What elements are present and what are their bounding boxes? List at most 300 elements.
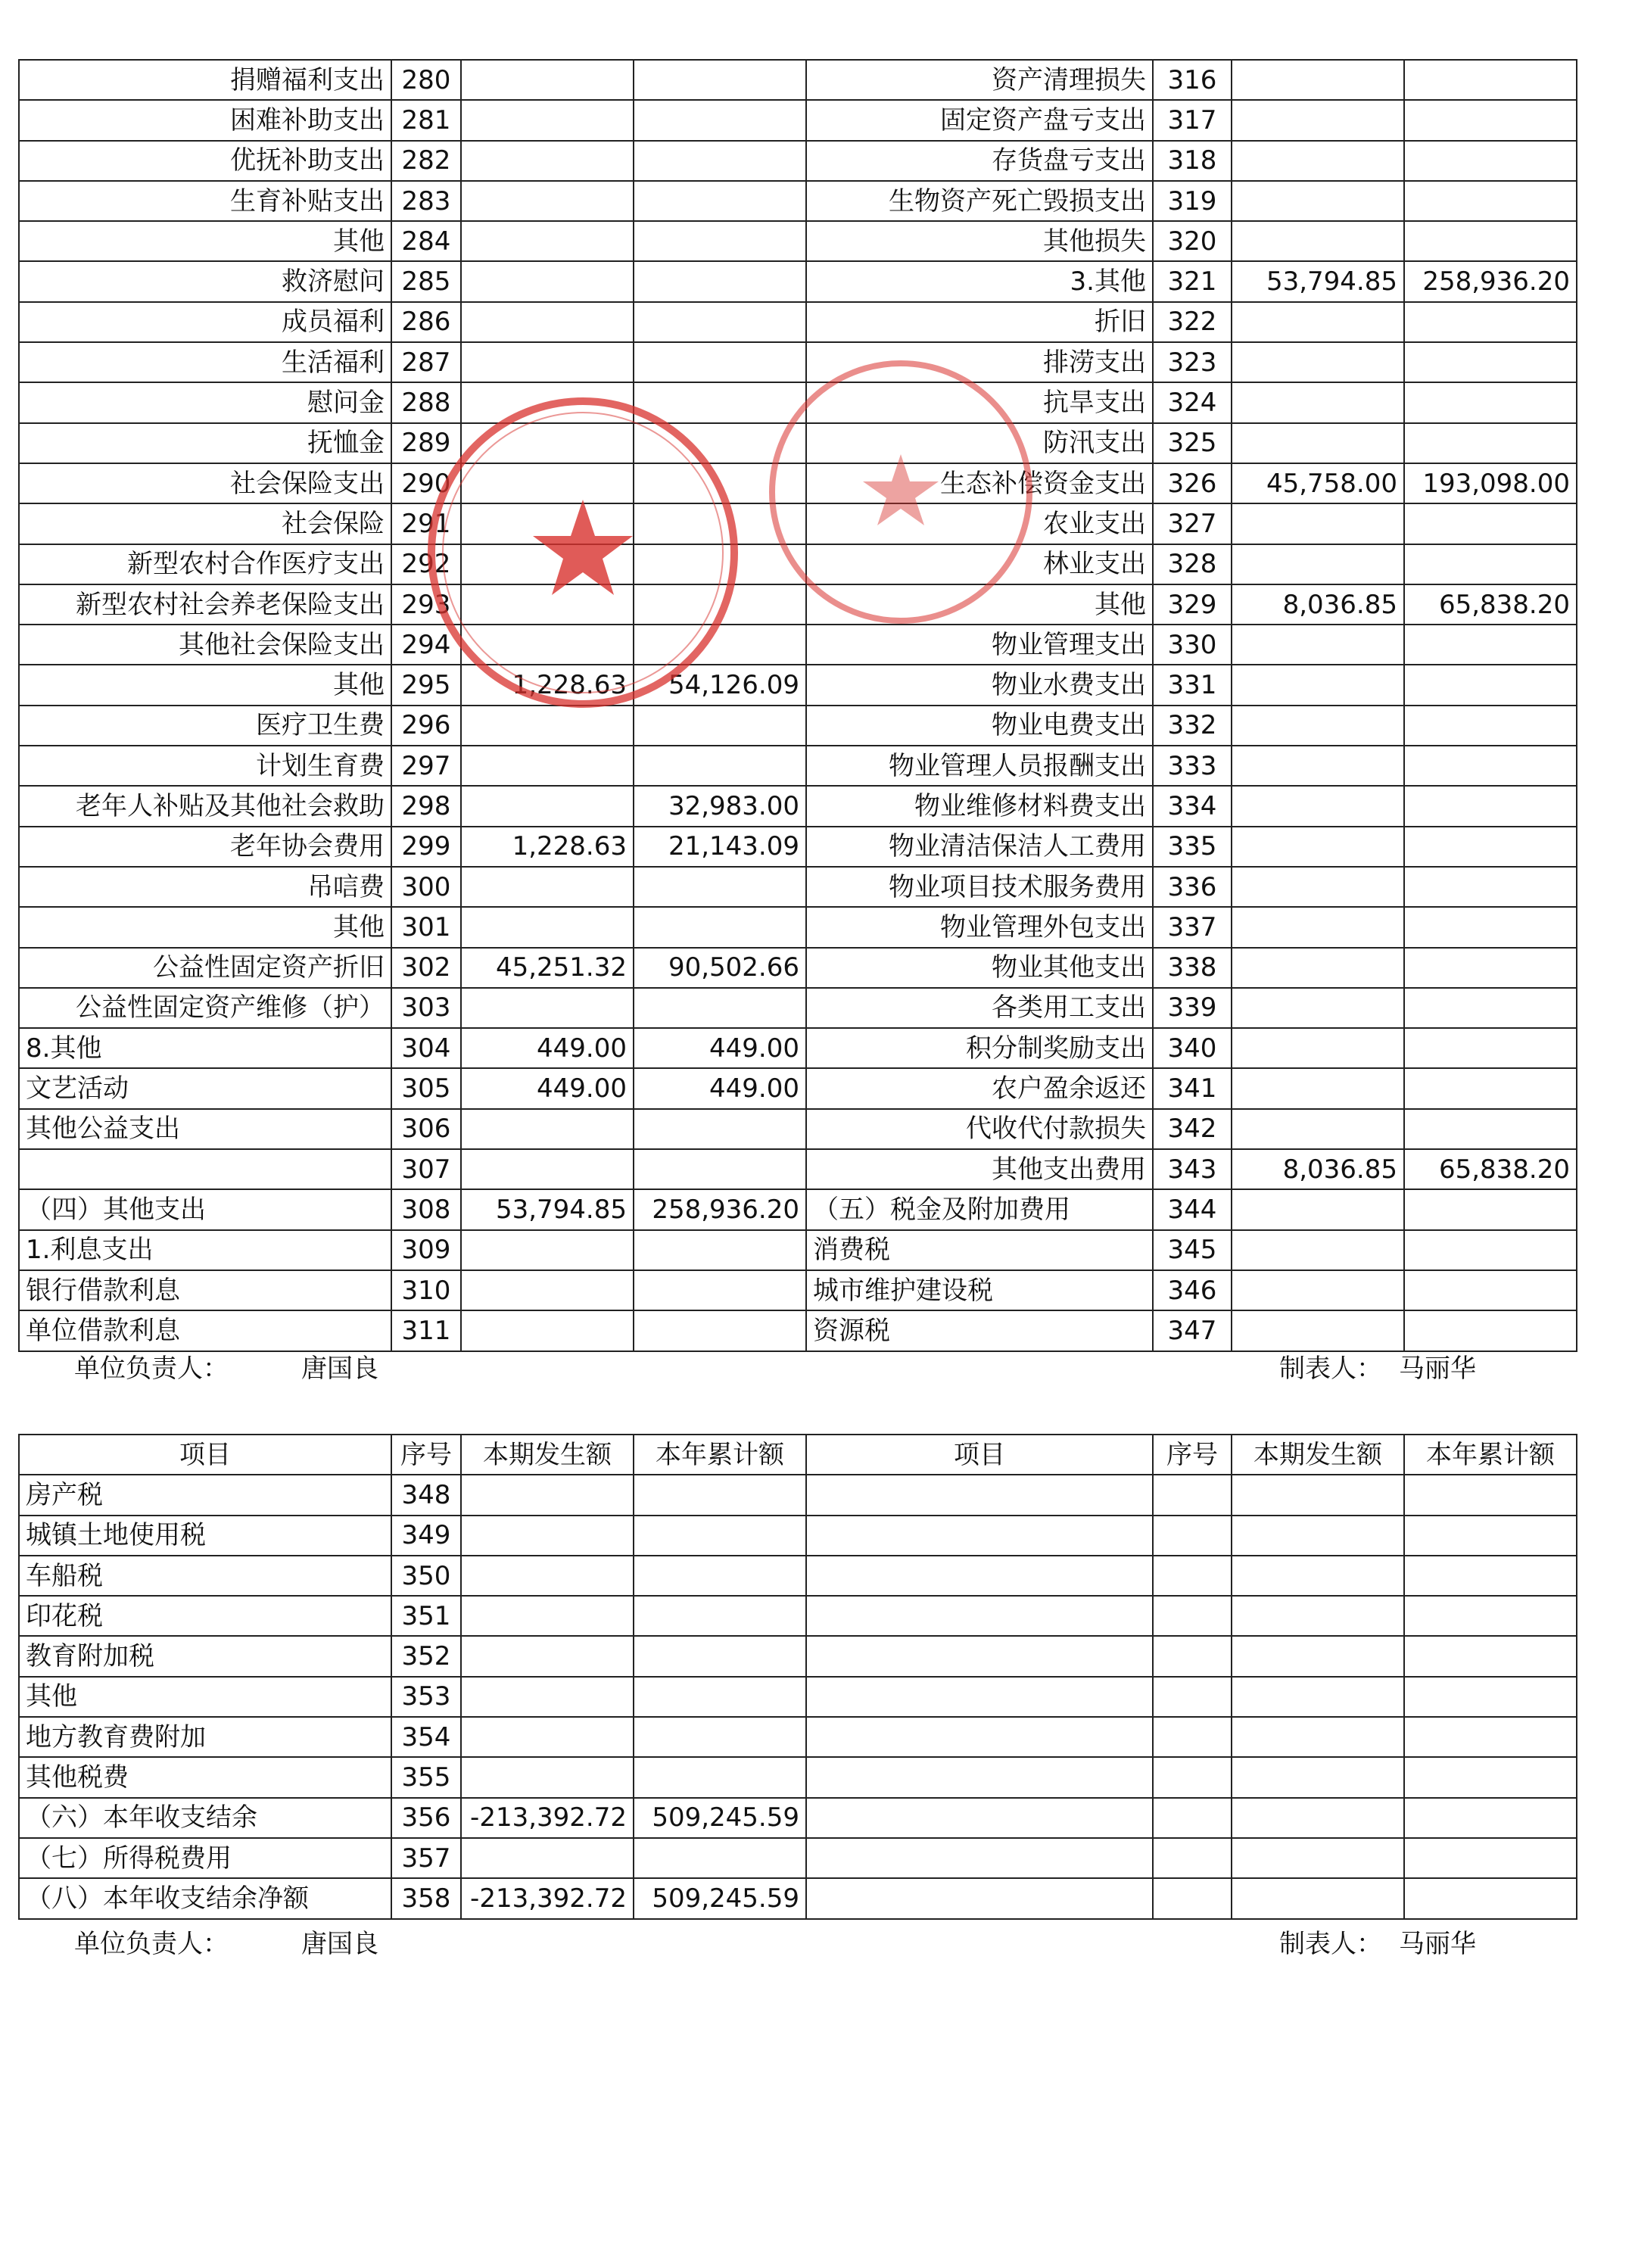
left-seq: 281 [391,100,461,140]
right-ytd-amount: 65,838.20 [1404,584,1577,625]
right-current-amount [1232,544,1404,584]
left-item-name: 社会保险支出 [19,463,391,503]
right-ytd-amount [1404,503,1577,544]
left-ytd-amount [634,342,806,382]
left-item-name: 公益性固定资产维修（护） [19,988,391,1028]
header-seq: 序号 [391,1435,461,1475]
item-name: （六）本年收支结余 [19,1798,391,1838]
right-item-name: 物业清洁保洁人工费用 [806,827,1153,867]
lower-table-row [19,1596,1577,1636]
left-item-name: 救济慰问 [19,261,391,301]
left-seq: 298 [391,786,461,826]
left-ytd-amount [634,1270,806,1310]
left-item-name: 新型农村社会养老保险支出 [19,584,391,625]
left-ytd-amount [634,463,806,503]
left-item-name: 1.利息支出 [19,1230,391,1270]
current-amount [461,1475,634,1515]
right-item-name: 折旧 [806,302,1153,342]
upper-table-row [19,867,1577,907]
left-seq: 286 [391,302,461,342]
empty-cell [806,1475,1153,1515]
right-ytd-amount [1404,1028,1577,1068]
current-amount [461,1838,634,1878]
left-ytd-amount: 32,983.00 [634,786,806,826]
right-current-amount [1232,948,1404,988]
left-seq: 282 [391,141,461,181]
empty-cell [1404,1878,1577,1918]
right-current-amount [1232,342,1404,382]
right-ytd-amount [1404,746,1577,786]
right-item-name: 其他损失 [806,221,1153,261]
left-current-amount [461,1230,634,1270]
left-item-name: （四）其他支出 [19,1189,391,1229]
left-seq: 301 [391,907,461,947]
right-current-amount [1232,141,1404,181]
left-seq: 305 [391,1068,461,1108]
left-item-name: 吊唁费 [19,867,391,907]
left-item-name: 新型农村合作医疗支出 [19,544,391,584]
current-amount [461,1717,634,1757]
right-ytd-amount [1404,665,1577,705]
item-name: 车船税 [19,1556,391,1596]
empty-cell [1404,1475,1577,1515]
header-current-right: 本期发生额 [1232,1435,1404,1475]
right-item-name: 林业支出 [806,544,1153,584]
left-current-amount [461,907,634,947]
upper-table-row [19,463,1577,503]
empty-cell [1153,1596,1232,1636]
ytd-amount [634,1717,806,1757]
right-seq: 322 [1153,302,1232,342]
current-amount [461,1556,634,1596]
right-ytd-amount [1404,907,1577,947]
left-seq: 308 [391,1189,461,1229]
empty-cell [1232,1717,1404,1757]
right-item-name: 其他支出费用 [806,1149,1153,1189]
right-item-name: 存货盘亏支出 [806,141,1153,181]
seq: 352 [391,1636,461,1676]
upper-table-row [19,382,1577,422]
right-current-amount: 53,794.85 [1232,261,1404,301]
right-item-name: 物业水费支出 [806,665,1153,705]
left-seq: 310 [391,1270,461,1310]
left-seq: 311 [391,1310,461,1351]
lower-table-row [19,1798,1577,1838]
lower-preparer-label: 制表人： [1279,1929,1382,1959]
upper-table-row [19,1270,1577,1310]
ytd-amount [634,1838,806,1878]
empty-cell [1232,1677,1404,1717]
left-ytd-amount: 449.00 [634,1068,806,1108]
right-ytd-amount [1404,1189,1577,1229]
empty-cell [806,1556,1153,1596]
left-ytd-amount [634,382,806,422]
left-item-name: 困难补助支出 [19,100,391,140]
lower-table-row [19,1878,1577,1918]
left-ytd-amount [634,867,806,907]
empty-cell [1153,1516,1232,1556]
left-seq: 303 [391,988,461,1028]
left-seq: 296 [391,706,461,746]
empty-cell [806,1677,1153,1717]
empty-cell [1153,1556,1232,1596]
left-seq: 304 [391,1028,461,1068]
lower-leader-label: 单位负责人： [74,1929,229,1959]
right-current-amount [1232,786,1404,826]
right-item-name: （五）税金及附加费用 [806,1189,1153,1229]
left-current-amount [461,1109,634,1149]
upper-table-row [19,827,1577,867]
right-ytd-amount [1404,1068,1577,1108]
seq: 351 [391,1596,461,1636]
left-current-amount: 449.00 [461,1028,634,1068]
empty-cell [1153,1475,1232,1515]
empty-cell [1232,1878,1404,1918]
right-current-amount [1232,1189,1404,1229]
left-seq: 309 [391,1230,461,1270]
left-item-name: 生活福利 [19,342,391,382]
upper-table-row [19,60,1577,100]
left-item-name: 捐赠福利支出 [19,60,391,100]
upper-table-row [19,100,1577,140]
right-seq: 329 [1153,584,1232,625]
right-ytd-amount: 65,838.20 [1404,1149,1577,1189]
empty-cell [1232,1838,1404,1878]
empty-cell [1153,1717,1232,1757]
left-ytd-amount: 90,502.66 [634,948,806,988]
left-ytd-amount: 21,143.09 [634,827,806,867]
upper-table-row [19,544,1577,584]
empty-cell [1404,1757,1577,1797]
empty-cell [1232,1798,1404,1838]
empty-cell [806,1798,1153,1838]
right-item-name: 其他 [806,584,1153,625]
right-seq: 331 [1153,665,1232,705]
left-ytd-amount [634,261,806,301]
right-item-name: 积分制奖励支出 [806,1028,1153,1068]
left-current-amount [461,1149,634,1189]
empty-cell [1153,1757,1232,1797]
left-ytd-amount [634,1109,806,1149]
right-seq: 334 [1153,786,1232,826]
lower-table-row [19,1556,1577,1596]
right-current-amount [1232,100,1404,140]
right-ytd-amount [1404,625,1577,665]
right-ytd-amount: 258,936.20 [1404,261,1577,301]
left-item-name: 社会保险 [19,503,391,544]
right-seq: 342 [1153,1109,1232,1149]
right-item-name: 生态补偿资金支出 [806,463,1153,503]
ytd-amount [634,1556,806,1596]
empty-cell [1232,1636,1404,1676]
empty-cell [1153,1677,1232,1717]
left-seq: 284 [391,221,461,261]
left-current-amount [461,100,634,140]
right-item-name: 物业其他支出 [806,948,1153,988]
right-item-name: 农户盈余返还 [806,1068,1153,1108]
upper-table-row [19,141,1577,181]
left-item-name: 其他公益支出 [19,1109,391,1149]
header-current: 本期发生额 [461,1435,634,1475]
right-ytd-amount [1404,1270,1577,1310]
right-current-amount: 8,036.85 [1232,584,1404,625]
left-ytd-amount: 258,936.20 [634,1189,806,1229]
current-amount [461,1636,634,1676]
right-current-amount [1232,382,1404,422]
right-ytd-amount [1404,342,1577,382]
ytd-amount [634,1677,806,1717]
right-seq: 343 [1153,1149,1232,1189]
header-seq-right: 序号 [1153,1435,1232,1475]
left-current-amount [461,786,634,826]
left-current-amount [461,221,634,261]
upper-leader-name: 唐国良 [301,1354,378,1384]
left-seq: 290 [391,463,461,503]
upper-table-row [19,181,1577,221]
left-seq: 289 [391,423,461,463]
upper-table-row [19,988,1577,1028]
right-seq: 320 [1153,221,1232,261]
left-seq: 288 [391,382,461,422]
right-ytd-amount [1404,544,1577,584]
left-item-name: 成员福利 [19,302,391,342]
right-ytd-amount [1404,141,1577,181]
right-ytd-amount [1404,988,1577,1028]
left-item-name: 生育补贴支出 [19,181,391,221]
seq: 353 [391,1677,461,1717]
left-current-amount [461,988,634,1028]
right-item-name: 各类用工支出 [806,988,1153,1028]
left-item-name: 其他 [19,221,391,261]
left-current-amount [461,867,634,907]
lower-table-row [19,1677,1577,1717]
left-ytd-amount [634,221,806,261]
left-seq: 300 [391,867,461,907]
upper-table-row [19,1149,1577,1189]
left-item-name: 其他社会保险支出 [19,625,391,665]
left-ytd-amount [634,584,806,625]
lower-table-row [19,1475,1577,1515]
ytd-amount [634,1636,806,1676]
left-ytd-amount [634,503,806,544]
right-current-amount: 45,758.00 [1232,463,1404,503]
empty-cell [1404,1677,1577,1717]
right-item-name: 资源税 [806,1310,1153,1351]
left-current-amount [461,1270,634,1310]
upper-table-row [19,1189,1577,1229]
empty-cell [1153,1798,1232,1838]
right-item-name: 物业电费支出 [806,706,1153,746]
right-current-amount [1232,503,1404,544]
upper-table-row [19,342,1577,382]
empty-cell [806,1757,1153,1797]
left-current-amount [461,181,634,221]
left-ytd-amount [634,1230,806,1270]
right-ytd-amount [1404,382,1577,422]
seq: 355 [391,1757,461,1797]
left-ytd-amount [634,706,806,746]
left-item-name: 银行借款利息 [19,1270,391,1310]
upper-table-row [19,746,1577,786]
left-item-name: 计划生育费 [19,746,391,786]
right-seq: 344 [1153,1189,1232,1229]
upper-table-row [19,786,1577,826]
right-current-amount [1232,181,1404,221]
right-seq: 318 [1153,141,1232,181]
upper-table-row [19,1109,1577,1149]
item-name: （七）所得税费用 [19,1838,391,1878]
empty-cell [1404,1636,1577,1676]
left-ytd-amount [634,746,806,786]
left-current-amount [461,141,634,181]
left-item-name: 单位借款利息 [19,1310,391,1351]
right-current-amount [1232,907,1404,947]
right-current-amount [1232,867,1404,907]
empty-cell [1153,1878,1232,1918]
right-item-name: 资产清理损失 [806,60,1153,100]
left-ytd-amount [634,141,806,181]
left-current-amount: 1,228.63 [461,665,634,705]
seq: 354 [391,1717,461,1757]
empty-cell [806,1878,1153,1918]
left-current-amount [461,302,634,342]
current-amount [461,1757,634,1797]
current-amount [461,1596,634,1636]
right-current-amount [1232,1068,1404,1108]
right-item-name: 抗旱支出 [806,382,1153,422]
empty-cell [806,1516,1153,1556]
upper-preparer-label: 制表人： [1279,1354,1382,1384]
left-current-amount [461,544,634,584]
right-seq: 321 [1153,261,1232,301]
left-ytd-amount [634,60,806,100]
right-seq: 333 [1153,746,1232,786]
ytd-amount: 509,245.59 [634,1878,806,1918]
left-seq: 297 [391,746,461,786]
left-seq: 283 [391,181,461,221]
left-item-name: 慰问金 [19,382,391,422]
upper-table-row [19,665,1577,705]
left-current-amount [461,584,634,625]
right-ytd-amount [1404,948,1577,988]
right-item-name: 消费税 [806,1230,1153,1270]
item-name: 其他税费 [19,1757,391,1797]
left-ytd-amount [634,423,806,463]
lower-table-row [19,1757,1577,1797]
left-current-amount [461,746,634,786]
seq: 350 [391,1556,461,1596]
left-current-amount: 1,228.63 [461,827,634,867]
right-ytd-amount [1404,60,1577,100]
upper-table-row [19,706,1577,746]
left-current-amount [461,503,634,544]
right-seq: 345 [1153,1230,1232,1270]
left-current-amount [461,1310,634,1351]
left-ytd-amount [634,625,806,665]
left-seq: 294 [391,625,461,665]
left-ytd-amount [634,181,806,221]
empty-cell [1404,1556,1577,1596]
empty-cell [1404,1516,1577,1556]
lower-table-row [19,1636,1577,1676]
right-current-amount [1232,221,1404,261]
right-ytd-amount [1404,786,1577,826]
upper-table-row [19,1230,1577,1270]
upper-table-row [19,1068,1577,1108]
empty-cell [1232,1516,1404,1556]
right-item-name: 排涝支出 [806,342,1153,382]
left-item-name [19,1149,391,1189]
right-ytd-amount [1404,1310,1577,1351]
right-current-amount [1232,1109,1404,1149]
upper-table-row [19,503,1577,544]
upper-table-row [19,423,1577,463]
left-ytd-amount [634,1310,806,1351]
upper-table-row [19,261,1577,301]
seq: 357 [391,1838,461,1878]
right-current-amount [1232,1310,1404,1351]
right-item-name: 物业管理人员报酬支出 [806,746,1153,786]
empty-cell [1404,1798,1577,1838]
right-seq: 319 [1153,181,1232,221]
right-item-name: 农业支出 [806,503,1153,544]
left-seq: 292 [391,544,461,584]
ytd-amount [634,1475,806,1515]
right-seq: 326 [1153,463,1232,503]
left-seq: 306 [391,1109,461,1149]
left-ytd-amount: 449.00 [634,1028,806,1068]
right-seq: 335 [1153,827,1232,867]
seq: 358 [391,1878,461,1918]
left-item-name: 医疗卫生费 [19,706,391,746]
left-item-name: 其他 [19,665,391,705]
left-ytd-amount: 54,126.09 [634,665,806,705]
left-item-name: 公益性固定资产折旧 [19,948,391,988]
right-seq: 346 [1153,1270,1232,1310]
header-ytd: 本年累计额 [634,1435,806,1475]
current-amount: -213,392.72 [461,1878,634,1918]
right-seq: 330 [1153,625,1232,665]
right-seq: 337 [1153,907,1232,947]
left-seq: 287 [391,342,461,382]
right-seq: 341 [1153,1068,1232,1108]
upper-ledger-table [18,59,1577,1352]
header-item: 项目 [19,1435,391,1475]
right-seq: 316 [1153,60,1232,100]
seq: 356 [391,1798,461,1838]
upper-table-row [19,1028,1577,1068]
left-current-amount: 53,794.85 [461,1189,634,1229]
right-ytd-amount [1404,867,1577,907]
right-current-amount [1232,665,1404,705]
upper-table-row [19,907,1577,947]
current-amount [461,1516,634,1556]
right-ytd-amount [1404,221,1577,261]
empty-cell [1153,1636,1232,1676]
left-seq: 307 [391,1149,461,1189]
right-item-name: 物业管理外包支出 [806,907,1153,947]
ytd-amount [634,1757,806,1797]
left-item-name: 其他 [19,907,391,947]
right-item-name: 防汛支出 [806,423,1153,463]
empty-cell [1232,1596,1404,1636]
right-current-amount [1232,302,1404,342]
empty-cell [1404,1717,1577,1757]
right-current-amount [1232,1028,1404,1068]
left-seq: 280 [391,60,461,100]
item-name: 城镇土地使用税 [19,1516,391,1556]
left-current-amount [461,423,634,463]
